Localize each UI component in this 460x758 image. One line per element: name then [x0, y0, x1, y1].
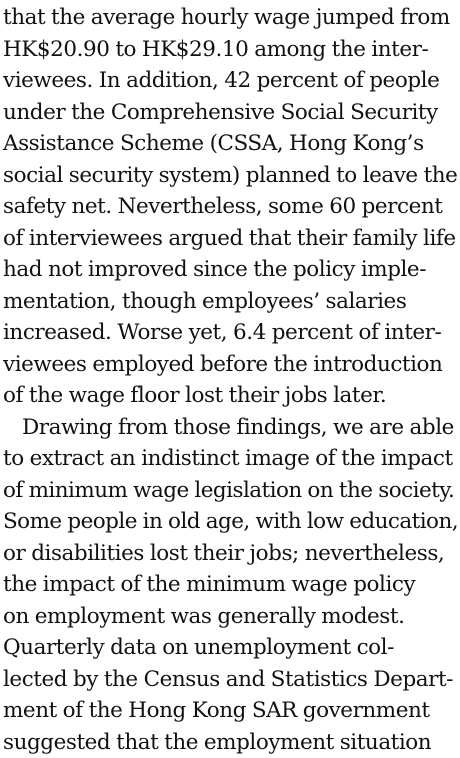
text-line: or disabilities lost their jobs; nevertheless,: [3, 538, 458, 570]
text-line: viewees. In addition, 42 percent of people: [3, 65, 458, 97]
text-line: had not improved since the policy imple-: [3, 254, 458, 286]
text-line: Assistance Scheme (CSSA, Hong Kong’s: [3, 128, 458, 160]
text-line: safety net. Nevertheless, some 60 percent: [3, 191, 458, 223]
paragraph-1: [3, 2, 458, 412]
text-line: increased. Worse yet, 6.4 percent of inter-: [3, 317, 458, 349]
text-line: the impact of the minimum wage policy: [3, 569, 458, 601]
text-line: Some people in old age, with low education,: [3, 506, 458, 538]
text-line: to extract an indistinct image of the impact: [3, 443, 458, 475]
text-line: lected by the Census and Statistics Depart-: [3, 664, 458, 696]
text-line: mentation, though employees’ salaries: [3, 286, 458, 318]
text-line: on employment was generally modest.: [3, 601, 458, 633]
text-line: of the wage floor lost their jobs later.: [3, 380, 458, 412]
paragraph-2: [3, 412, 458, 758]
text-line: suggested that the employment situation: [3, 727, 458, 758]
text-line: under the Comprehensive Social Security: [3, 97, 458, 129]
text-line: Quarterly data on unemployment col-: [3, 632, 458, 664]
text-line: social security system) planned to leave the: [3, 160, 458, 192]
text-line: Drawing from those findings, we are able: [3, 412, 458, 444]
text-line: ment of the Hong Kong SAR government: [3, 695, 458, 727]
text-line: HK$20.90 to HK$29.10 among the inter-: [3, 34, 458, 66]
text-line: that the average hourly wage jumped from: [3, 2, 458, 34]
text-line: of minimum wage legislation on the society.: [3, 475, 458, 507]
text-line: of interviewees argued that their family life: [3, 223, 458, 255]
text-line: viewees employed before the introduction: [3, 349, 458, 381]
article-body: [3, 2, 458, 758]
